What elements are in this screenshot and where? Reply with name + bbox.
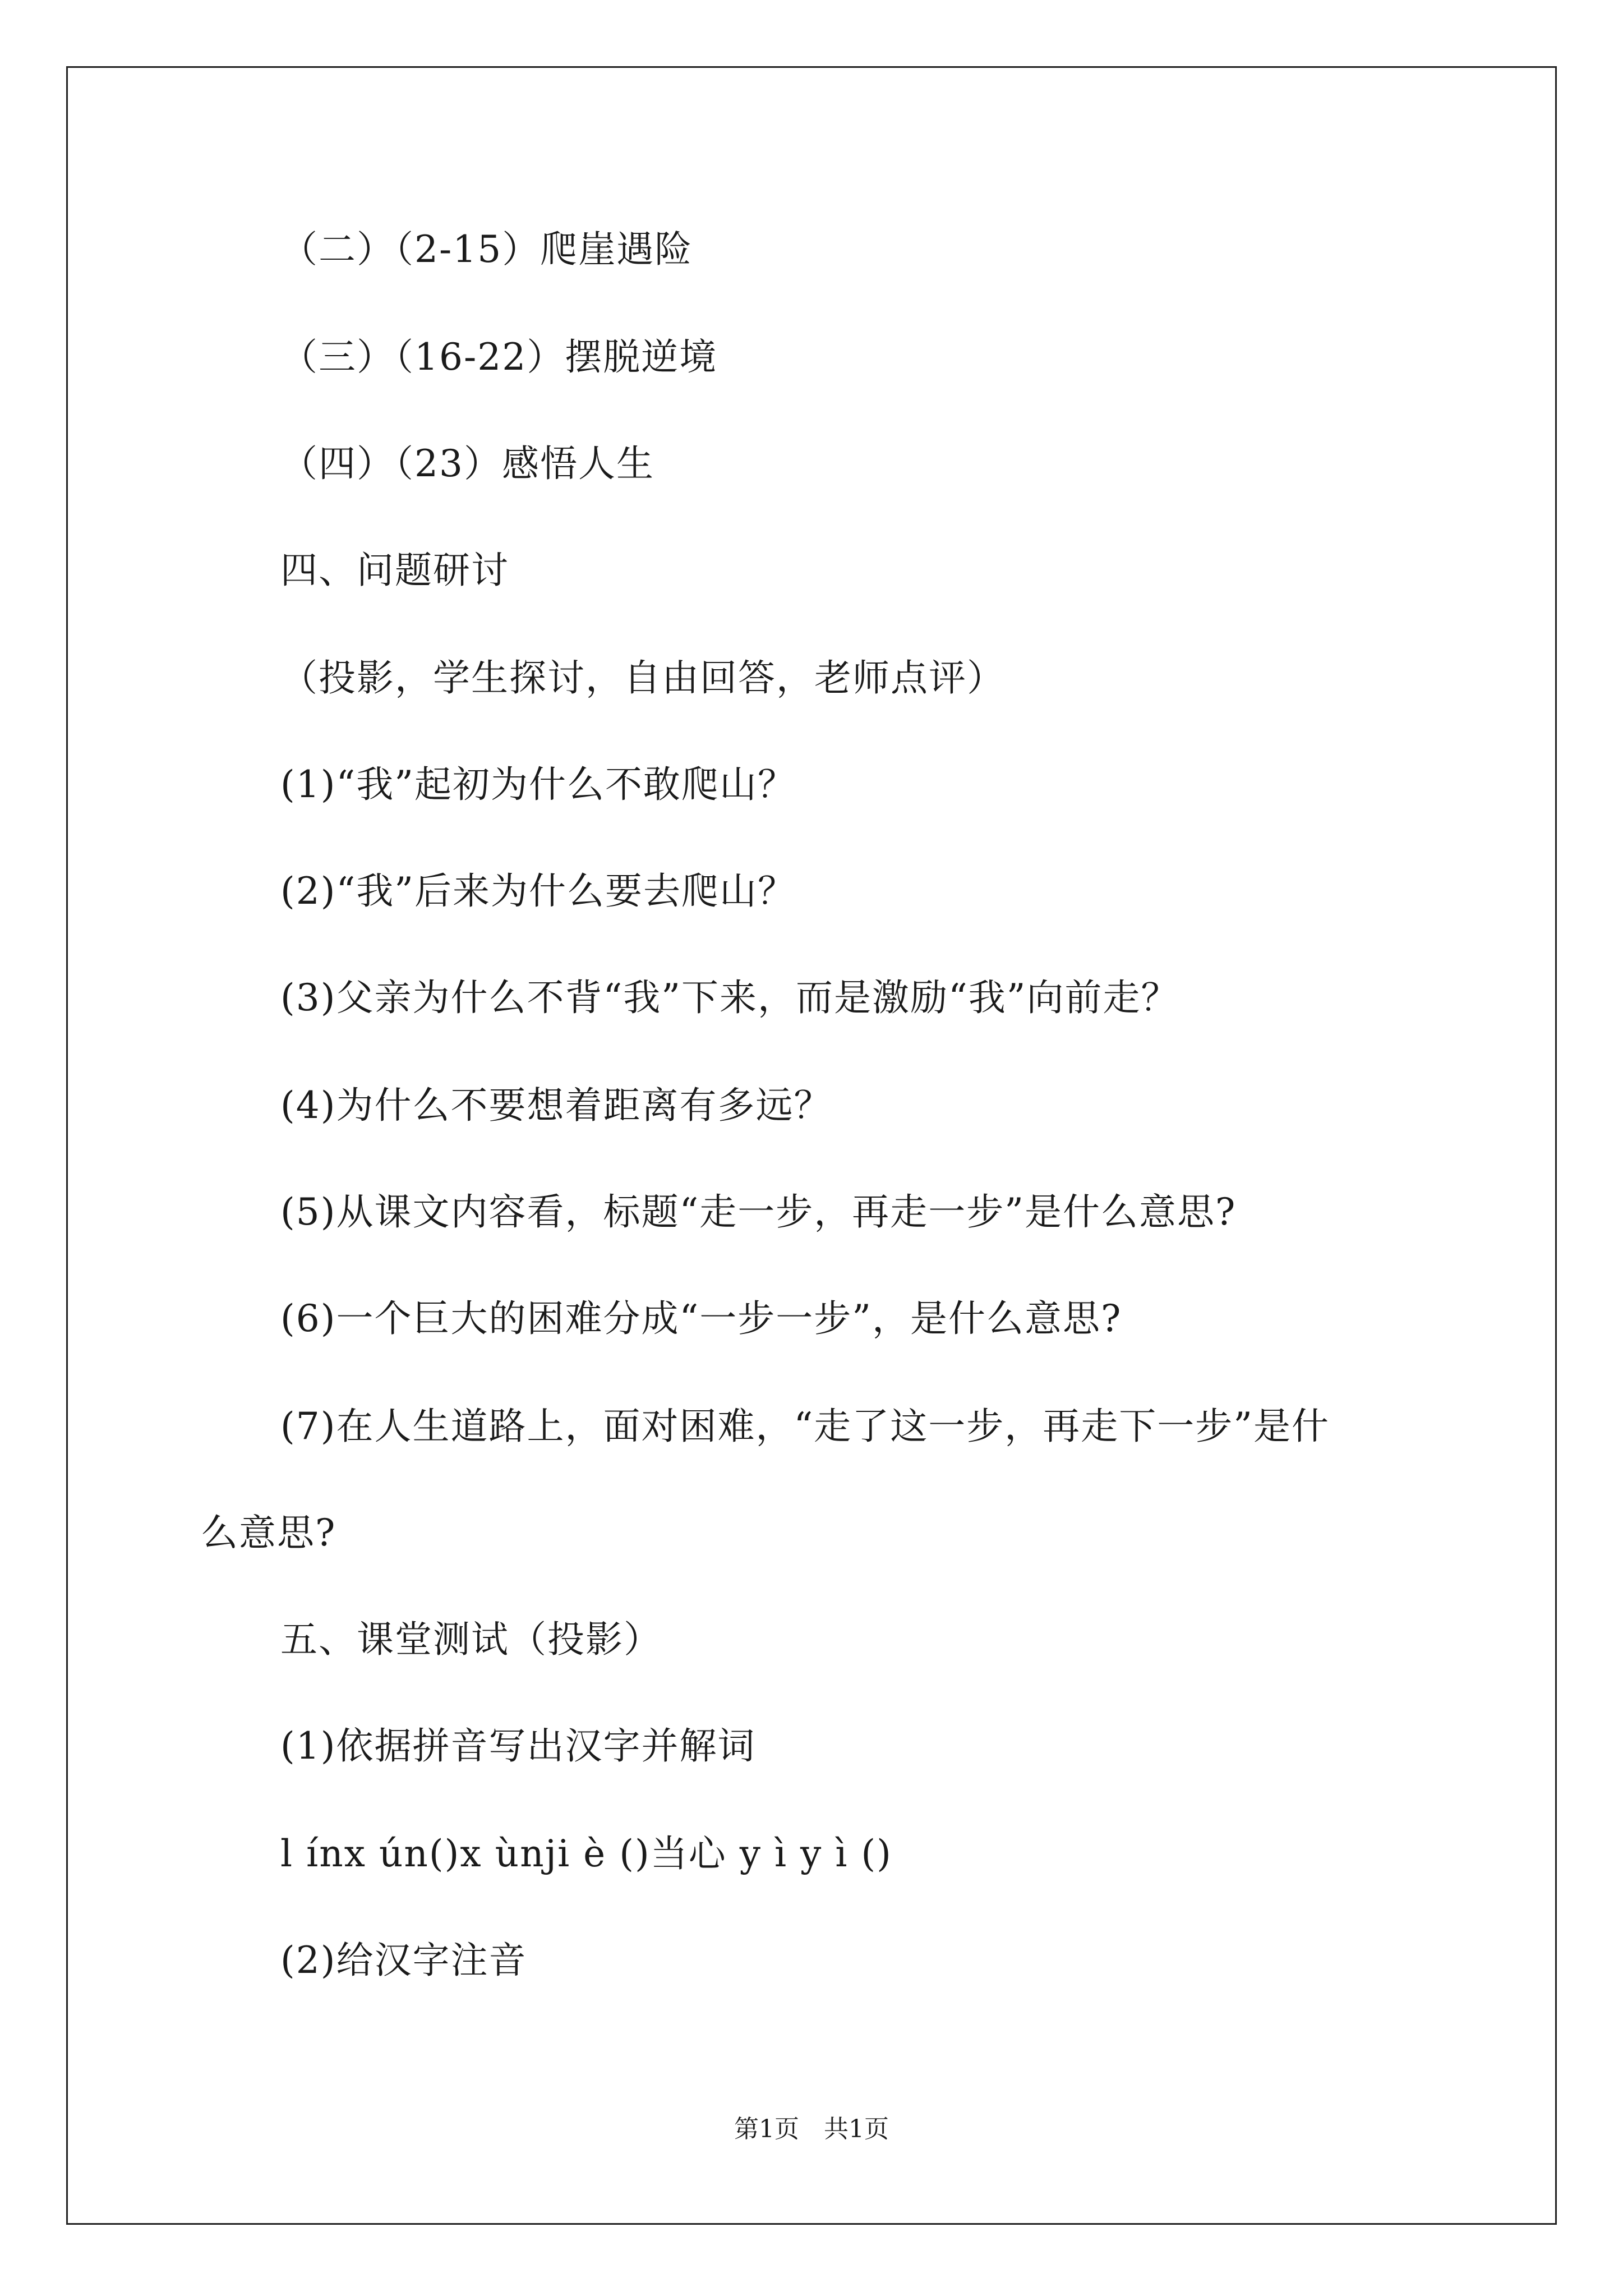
section-heading-4: 四、问题研讨 [280,549,509,592]
pinyin-exercise: l ínx ún()x ùnji è ()当心 y ì y ì () [280,1832,892,1875]
test-item-1: (1)依据拼音写出汉字并解词 [280,1724,756,1768]
question-2: (2)“我”后来为什么要去爬山？ [280,869,796,913]
section-heading-5: 五、课堂测试（投影） [280,1618,662,1661]
question-4: (4)为什么不要想着距离有多远？ [280,1084,832,1127]
page-border [66,66,1557,2225]
question-3: (3)父亲为什么不背“我”下来，而是激励“我”向前走？ [280,976,1179,1019]
outline-item-3: （三）（16-22）摆脱逆境 [280,335,718,379]
instruction-note: （投影，学生探讨，自由回答，老师点评） [280,656,1005,700]
page-footer: 第1页 共1页 [734,2115,889,2143]
question-1: (1)“我”起初为什么不敢爬山？ [280,763,796,806]
question-6: (6)一个巨大的困难分成“一步一步”，是什么意思? [280,1297,1122,1340]
question-7: (7)在人生道路上，面对困难，“走了这一步，再走下一步”是什 [280,1405,1330,1448]
question-5: (5)从课文内容看，标题“走一步，再走一步”是什么意思? [280,1190,1237,1234]
test-item-2: (2)给汉字注音 [280,1939,527,1982]
outline-item-4: （四）（23）感悟人生 [280,442,654,485]
question-7-continued: 么意思? [201,1511,336,1554]
outline-item-2: （二）（2-15）爬崖遇险 [280,228,693,271]
